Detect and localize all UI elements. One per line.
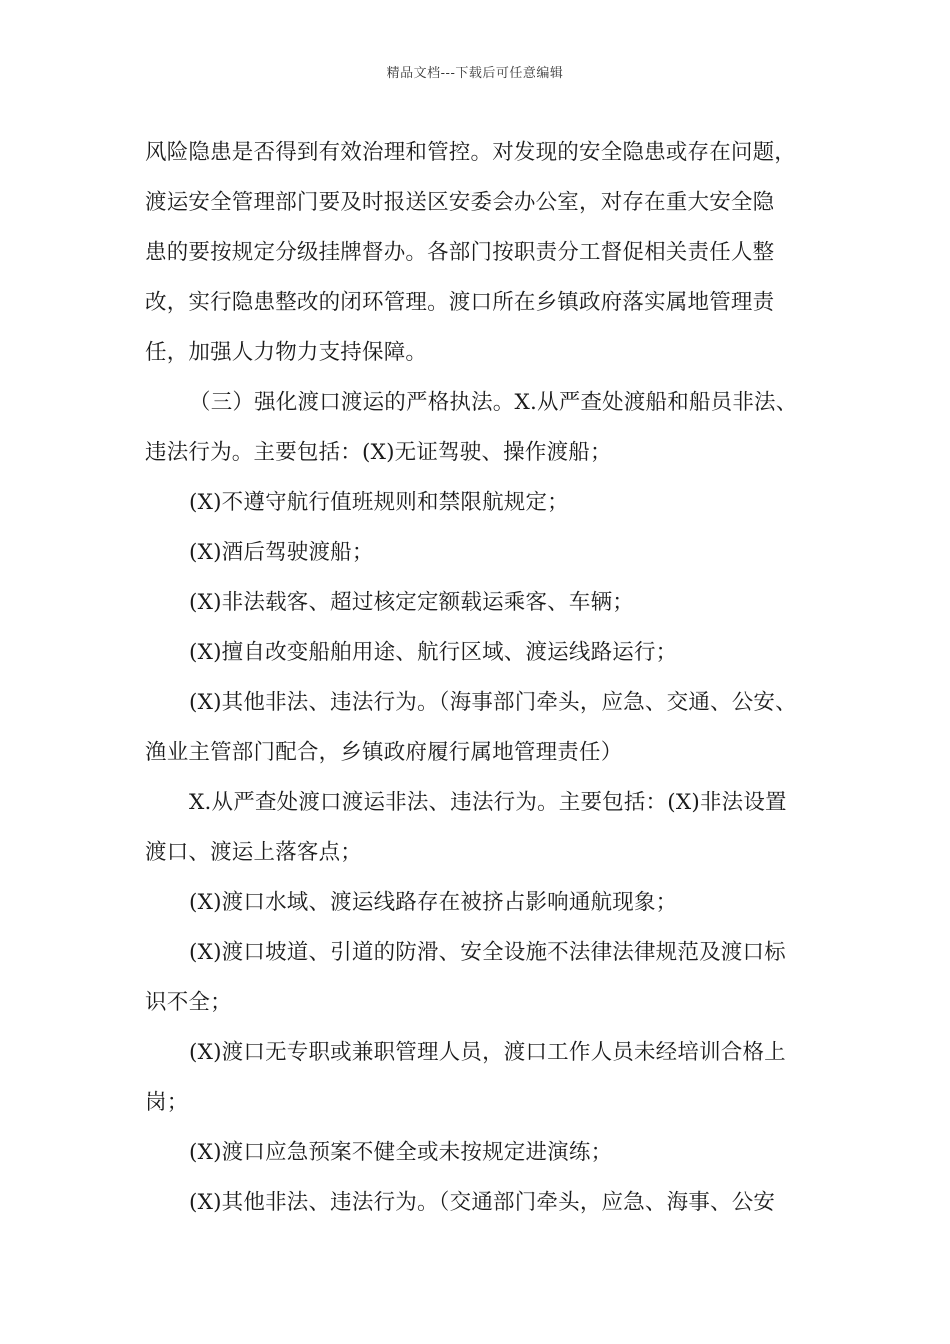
text-line: X.从严查处渡口渡运非法、违法行为。主要包括：(X)非法设置 xyxy=(189,790,787,815)
text-line: 违法行为。主要包括：(X)无证驾驶、操作渡船； xyxy=(145,440,612,465)
text-line: (X)渡口水域、渡运线路存在被挤占影响通航现象； xyxy=(189,890,678,915)
text-line: 渔业主管部门配合，乡镇政府履行属地管理责任） xyxy=(145,740,623,765)
text-line: （三）强化渡口渡运的严格执法。X.从严查处渡船和船员非法、 xyxy=(189,390,798,415)
text-line: (X)非法载客、超过核定定额载运乘客、车辆； xyxy=(189,590,634,615)
text-line: 任，加强人力物力支持保障。 xyxy=(145,340,428,365)
text-line: (X)渡口坡道、引道的防滑、安全设施不法律法律规范及渡口标 xyxy=(189,940,786,965)
text-line: 改，实行隐患整改的闭环管理。渡口所在乡镇政府落实属地管理责 xyxy=(145,290,775,315)
text-line: 识不全； xyxy=(145,990,232,1015)
text-line: (X)擅自改变船舶用途、航行区域、渡运线路运行； xyxy=(189,640,678,665)
text-line: (X)渡口应急预案不健全或未按规定进演练； xyxy=(189,1140,613,1165)
text-line: 风险隐患是否得到有效治理和管控。对发现的安全隐患或存在问题， xyxy=(145,140,797,165)
text-line: (X)其他非法、违法行为。（交通部门牵头，应急、海事、公安 xyxy=(189,1190,776,1215)
text-line: 渡运安全管理部门要及时报送区安委会办公室，对存在重大安全隐 xyxy=(145,190,775,215)
text-line: (X)渡口无专职或兼职管理人员，渡口工作人员未经培训合格上 xyxy=(189,1040,786,1065)
body-text xyxy=(145,128,825,1228)
text-line: (X)酒后驾驶渡船； xyxy=(189,540,374,565)
text-line: (X)不遵守航行值班规则和禁限航规定； xyxy=(189,490,569,515)
text-line: 岗； xyxy=(145,1090,189,1115)
page-header: 精品文档---下载后可任意编辑 xyxy=(386,66,564,81)
text-line: 患的要按规定分级挂牌督办。各部门按职责分工督促相关责任人整 xyxy=(145,240,775,265)
text-line: 渡口、渡运上落客点； xyxy=(145,840,363,865)
text-line: (X)其他非法、违法行为。（海事部门牵头，应急、交通、公安、 xyxy=(189,690,797,715)
